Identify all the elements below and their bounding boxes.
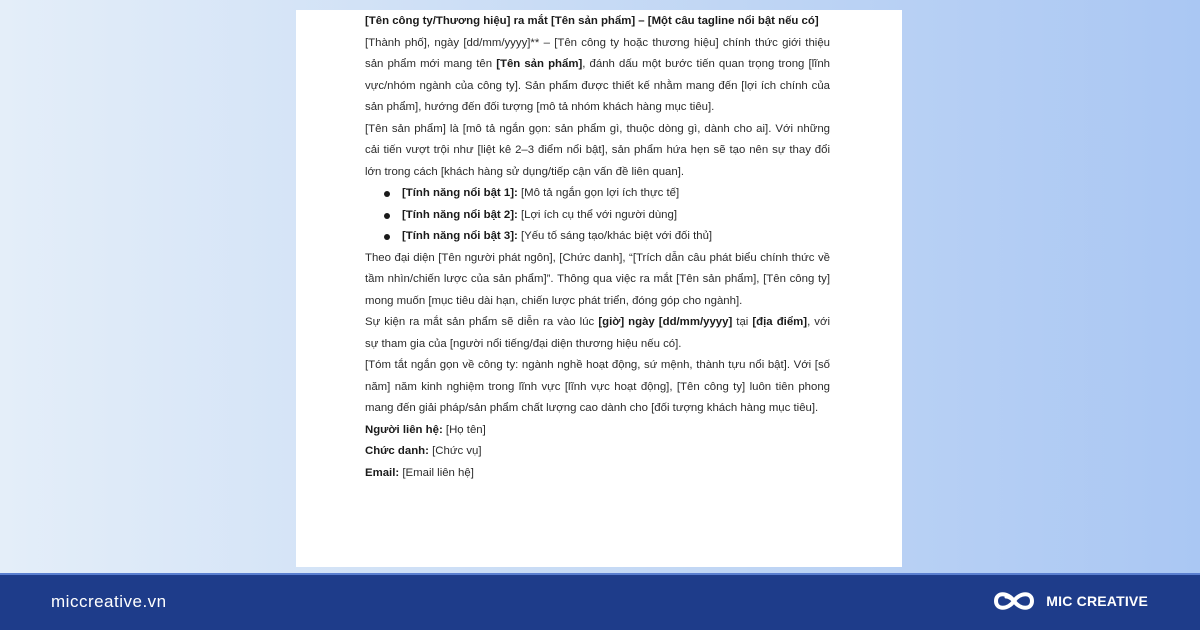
paragraph-product-description: [Tên sản phẩm] là [mô tả ngắn gọn: sản phẩm gì, thuộc dòng gì, dành cho ai]. Với những cải tiến vượt trội như [liệt kê 2–3 điểm nổi bật], sản phẩm hứa hẹn sẽ tạo nên sự thay đổi lớn trong cách [khách hàng sử dụng/tiếp cận vấn đề liên quan]. <box>365 122 830 178</box>
intro-text-a: [Thành phố], ngày [dd/mm/yyyy]** – [Tên công ty hoặc thương hiệu] chính thức giới thiệu sản phẩm mới mang tên <box>365 36 830 70</box>
document-page <box>296 10 902 567</box>
contact-label: Chức danh: <box>365 445 429 457</box>
document-title: [Tên công ty/Thương hiệu] ra mắt [Tên sản phẩm] – [Một câu tagline nổi bật nếu có] <box>365 15 819 27</box>
list-item <box>365 183 830 205</box>
brand-logo[interactable] <box>990 586 1148 616</box>
footer-bar <box>0 573 1200 630</box>
website-link[interactable]: miccreative.vn <box>51 592 167 611</box>
contact-value: [Email liên hệ] <box>399 466 474 479</box>
paragraph-intro <box>365 33 830 119</box>
contact-label: Người liên hệ: <box>365 423 443 436</box>
document-body <box>365 11 830 484</box>
feature-label: [Tính năng nổi bật 3]: <box>402 230 518 242</box>
contact-value: [Họ tên] <box>442 423 486 436</box>
mic-creative-logo-icon <box>990 586 1038 616</box>
paragraph-company-summary: [Tóm tắt ngắn gọn về công ty: ngành nghề hoạt động, sứ mệnh, thành tựu nổi bật]. Với [số năm] năm kinh nghiệm trong lĩnh vực [lĩnh vực hoạt động], [Tên công ty] luôn tiên phong mang đến giải pháp/sản phẩm chất lượng cao dành cho [đối tượng khách hàng mục tiêu]. <box>365 359 830 414</box>
event-time: [giờ] ngày [dd/mm/yyyy] <box>598 316 733 328</box>
feature-text: [Lợi ích cụ thể với người dùng] <box>517 208 678 221</box>
list-item <box>365 205 830 227</box>
intro-product-name: [Tên sản phẩm] <box>496 58 583 70</box>
paragraph-event <box>365 312 830 355</box>
paragraph-quote: Theo đại diện [Tên người phát ngôn], [Chức danh], “[Trích dẫn câu phát biểu chính thức về tầm nhìn/chiến lược của sản phẩm]”. Thông qua việc ra mắt [Tên sản phẩm], [Tên công ty] mong muốn [mục tiêu dài hạn, chiến lược phát triển, đóng góp cho ngành]. <box>365 251 830 307</box>
event-text-a: Sự kiện ra mắt sản phẩm sẽ diễn ra vào lúc <box>365 316 599 328</box>
event-text-c: tại <box>732 316 753 328</box>
feature-text: [Yếu tố sáng tạo/khác biệt với đối thủ] <box>517 230 713 242</box>
contact-email <box>365 463 830 485</box>
list-item <box>365 226 830 248</box>
feature-text: [Mô tả ngắn gọn lợi ích thực tế] <box>517 187 680 199</box>
contact-title <box>365 441 830 463</box>
contact-label: Email: <box>365 466 400 479</box>
feature-list <box>365 183 830 248</box>
feature-label: [Tính năng nổi bật 1]: <box>402 187 518 199</box>
contact-person <box>365 420 830 442</box>
feature-label: [Tính năng nổi bật 2]: <box>402 208 518 221</box>
intro-text-c: , đánh dấu một bước tiến quan trọng trong [lĩnh vực/nhóm ngành của công ty]. Sản phẩm được thiết kế nhằm mang đến [lợi ích chính của sản phẩm], hướng đến đối tượng [mô tả nhóm khách hàng mục tiêu]. <box>365 58 830 113</box>
event-location: [địa điểm] <box>752 316 808 328</box>
event-text-e: , với sự tham gia của [người nổi tiếng/đại diện thương hiệu nếu có]. <box>365 316 830 350</box>
brand-name: MIC CREATIVE <box>1046 593 1148 609</box>
contact-value: [Chức vụ] <box>428 445 482 457</box>
